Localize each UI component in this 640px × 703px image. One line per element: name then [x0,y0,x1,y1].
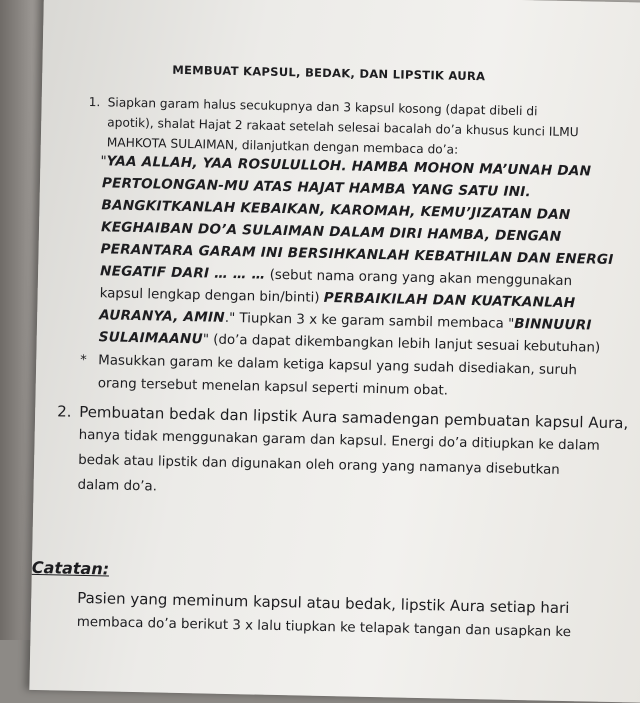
item-1-line: apotik), shalat Hajat 2 rakaat setelah selesai bacalah do’a khusus kunci ILMU [107,115,579,140]
prayer-text: YAA ALLAH, YAA ROSULULLOH. HAMBA MOHON MA’UNAH DAN [106,153,592,180]
notes-heading: Catatan: [31,557,110,579]
item-1-line: Masukkan garam ke dalam ketiga kapsul yang sudah disediakan, suruh [98,353,578,379]
prayer-line [99,307,592,333]
prayer-line [99,285,575,311]
prayer-line: BANGKITKANLAH KEBAIKAN, KAROMAH, KEMU’JIZATAN DAN [101,197,571,224]
item-1-number: 1. [88,94,101,110]
prayer-line [100,263,572,289]
prayer-text: NEGATIF DARI … … … [99,263,266,283]
item-2-line: Pembuatan bedak dan lipstik Aura samadengan pembuatan kapsul Aura, [78,402,629,433]
instruction-text: " (do’a dapat dikembangkan lebih lanjut sesuai kebutuhan) [202,332,601,356]
prayer-line [100,153,591,179]
page-title: MEMBUAT KAPSUL, BEDAK, DAN LIPSTIK AURA [172,62,486,84]
notes-line: Pasien yang meminum kapsul atau bedak, lipstik Aura setiap hari [77,588,570,618]
prayer-line: PERTOLONGAN-MU ATAS HAJAT HAMBA YANG SATU INI. [101,175,532,201]
item-2-number: 2. [56,402,72,421]
open-quote: " [100,154,107,170]
prayer-line [99,329,601,355]
prayer-line: KEGHAIBAN DO’A SULAIMAN DALAM DIRI HAMBA, DENGAN [100,219,562,245]
instruction-text: (sebut nama orang yang akan menggunakan [265,267,573,290]
item-1-line: orang tersebut menelan kapsul seperti minum obat. [97,376,449,399]
book-page [29,0,640,703]
item-1-line: MAHKOTA SULAIMAN, dilanjutkan dengan membaca do’a: [106,135,459,157]
instruction-text: kapsul lengkap dengan bin/binti) [99,286,324,306]
prayer-text: PERBAIKILAH DAN KUATKANLAH [323,289,576,312]
item-2-line: hanya tidak menggunakan garam dan kapsul. Energi do’a ditiupkan ke dalam [78,427,600,454]
item-2-line: dalam do’a. [77,477,158,495]
instruction-text: ." Tiupkan 3 x ke garam sambil membaca " [224,310,515,332]
item-2-line: bedak atau lipstik dan digunakan oleh orang yang namanya disebutkan [78,452,560,478]
prayer-line: PERANTARA GARAM INI BERSIHKANLAH KEBATHILAN DAN ENERGI [100,241,614,268]
item-1-line: Siapkan garam halus secukupnya dan 3 kapsul kosong (dapat dibeli di [107,95,538,119]
bullet-star: * [80,352,87,368]
prayer-text: BINNUURI [514,315,592,334]
prayer-text: AURANYA, AMIN [99,307,225,326]
prayer-text: SULAIMAANU [98,329,203,348]
notes-line: membaca do’a berikut 3 x lalu tiupkan ke telapak tangan dan usapkan ke [76,614,572,641]
